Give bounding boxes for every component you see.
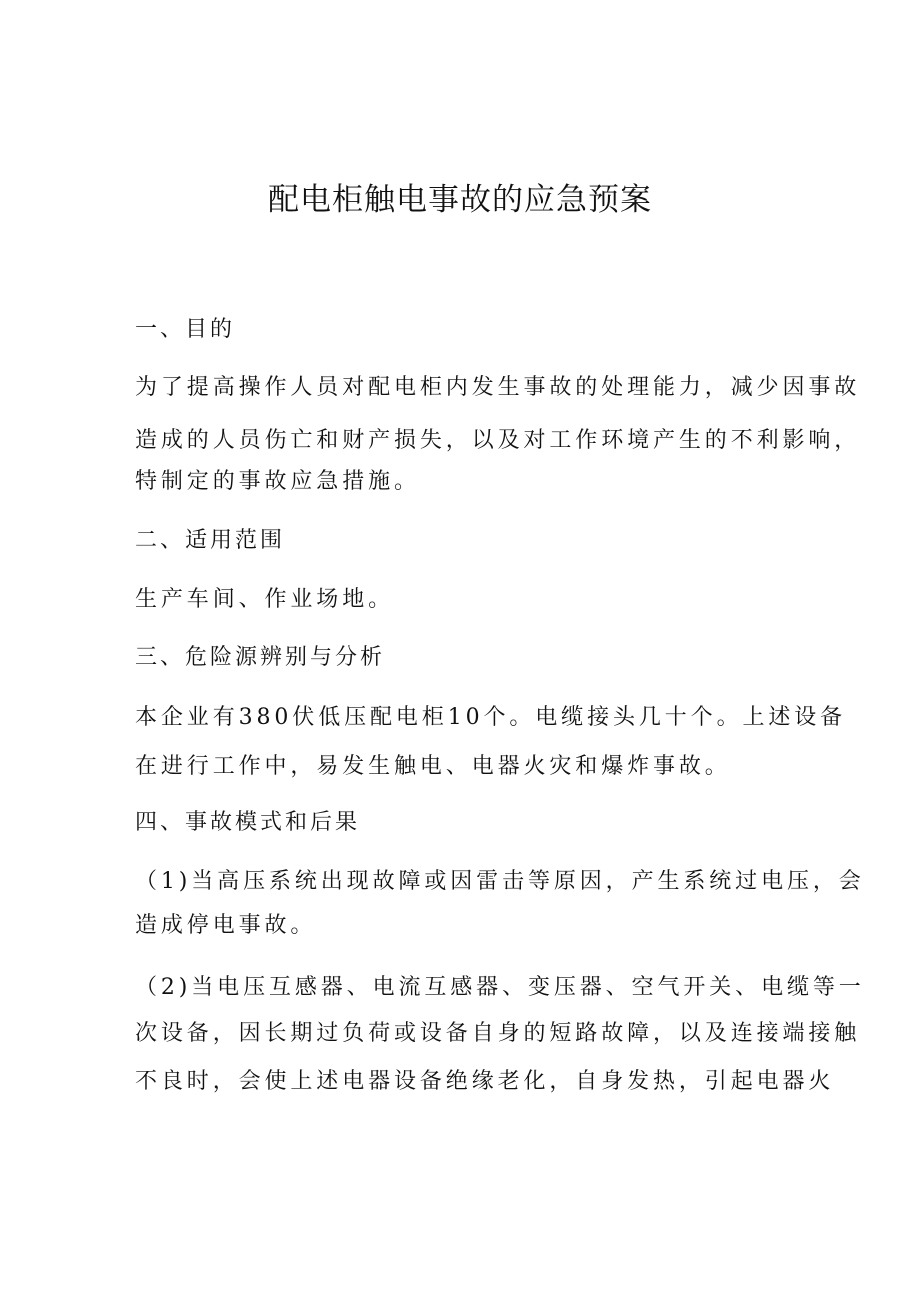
list-item-line: 不良时，会使上述电器设备绝缘老化，自身发热，引起电器火 xyxy=(135,1069,835,1094)
list-item-line: （1)当高压系统出现故障或因雷击等原因，产生系统过电压，会 xyxy=(135,869,865,894)
section-heading-scope: 二、适用范围 xyxy=(135,528,286,553)
paragraph-line: 生产车间、作业场地。 xyxy=(135,587,395,612)
list-item-line: 造成停电事故。 xyxy=(135,913,317,938)
list-item-line: 次设备，因长期过负荷或设备自身的短路故障，以及连接端接触 xyxy=(135,1021,861,1046)
paragraph-line: 为了提高操作人员对配电柜内发生事故的处理能力，减少因事故 xyxy=(135,375,861,400)
paragraph-line: 在进行工作中，易发生触电、电器火灾和爆炸事故。 xyxy=(135,754,731,779)
document-title: 配电柜触电事故的应急预案 xyxy=(268,182,652,218)
list-item-line: （2)当电压互感器、电流互感器、变压器、空气开关、电缆等一 xyxy=(135,975,865,1000)
section-heading-purpose: 一、目的 xyxy=(135,317,236,342)
paragraph-line: 特制定的事故应急措施。 xyxy=(135,469,420,494)
paragraph-line: 造成的人员伤亡和财产损失，以及对工作环境产生的不利影响， xyxy=(135,428,861,453)
section-heading-hazard: 三、危险源辨别与分析 xyxy=(135,645,386,670)
paragraph-line: 本企业有380伏低压配电柜10个。电缆接头几十个。上述设备 xyxy=(135,705,847,730)
section-heading-modes: 四、事故模式和后果 xyxy=(135,810,361,835)
